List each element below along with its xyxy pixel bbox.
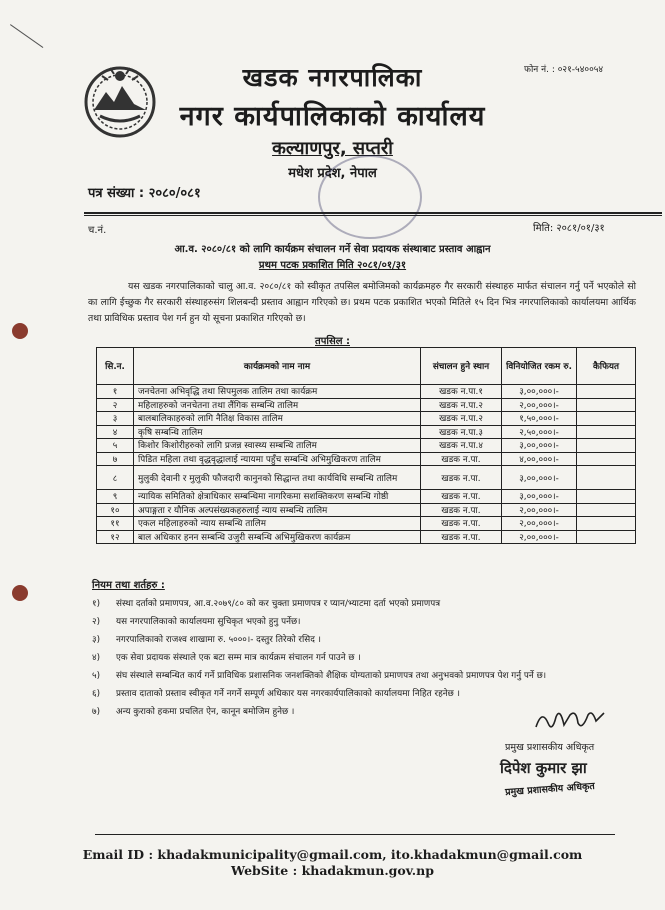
row-sn: ९ [97, 490, 134, 504]
office-name: नगर कार्यपालिकाको कार्यालय [179, 101, 486, 132]
signatory-name: दिपेश कुमार झा [500, 759, 587, 777]
rule-item [92, 705, 294, 717]
rule-text: नगरपालिकाको राजश्व शाखामा रु. ५०००।- दस्तुर तिरेको रसिद । [116, 635, 322, 645]
row-place: खडक न.पा.३ [421, 425, 502, 439]
rule-text: यस नगरपालिकाको कार्यालयमा सुचिकृत भएको हुनु पर्नेछ। [116, 617, 301, 627]
rule-number: ६) [92, 689, 101, 699]
row-sn: ११ [97, 517, 134, 531]
row-remarks [577, 412, 636, 426]
row-place: खडक न.पा.२ [421, 412, 502, 426]
footer-email: Email ID : khadakmunicipality@gmail.com, ito.khadakmun@gmail.com [82, 847, 583, 862]
row-sn: १० [97, 503, 134, 517]
row-program: मुलुकी देवानी र मुलुकी फौजदारी कानुनको सिद्धान्त तथा कार्यविधि सम्बन्धि तालिम [134, 466, 421, 490]
row-amount: ४,००,०००।- [502, 452, 577, 466]
row-program: किशोर किशोरीहरुको लागि प्रजन्न स्वास्थ्य सम्बन्धि तालिम [134, 439, 421, 453]
table-row [97, 530, 636, 544]
row-remarks [577, 452, 636, 466]
row-remarks [577, 439, 636, 453]
table-row [97, 398, 636, 412]
rule-item [92, 615, 300, 627]
rule-text: एक सेवा प्रदायक संस्थाले एक बटा सम्म मात्र कार्यक्रम संचालन गर्न पाउने छ । [116, 653, 361, 663]
rule-text: संघ संस्थाले सम्बन्धित कार्य गर्ने प्राविधिक प्रशासनिक जनशक्तिको शैक्षिक योग्यताको प्रमाणपत्र तथा अनुभवको प्रमाणपत्र पेश गर्नु पर्ने छ। [116, 671, 547, 681]
column-header-program: कार्यक्रमको नाम नाम [134, 348, 421, 385]
rule-item [92, 633, 321, 645]
signatory-designation: प्रमुख प्रशासकीय अधिकृत [504, 780, 596, 799]
rule-text: संस्था दर्ताको प्रमाणपत्र, आ.व.२०७९/८० को कर चुक्ता प्रमाणपत्र र प्यान/भ्याटमा दर्ता भएको प्रमाणपत्र [116, 599, 441, 609]
row-place: खडक न.पा. [421, 530, 502, 544]
row-remarks [577, 503, 636, 517]
page-fold-mark [10, 5, 57, 48]
table-row [97, 466, 636, 490]
dispatch-number-label: च.नं. [88, 225, 107, 236]
row-remarks [577, 530, 636, 544]
rule-text: अन्य कुराको हकमा प्रचलित ऐन, कानून बमोजिम हुनेछ । [116, 707, 295, 717]
rule-number: ५) [92, 671, 101, 681]
row-program: बालबालिकाहरुको लागि नैतिक्ष विकास तालिम [134, 412, 421, 426]
row-sn: ७ [97, 452, 134, 466]
row-amount: २,५०,०००।- [502, 425, 577, 439]
reference-number: पत्र संख्या : २०८०/०८१ [88, 186, 201, 201]
row-program: जनचेतना अभिवृद्धि तथा सिपमुलक तालिम तथा कार्यक्रम [134, 385, 421, 399]
row-program: न्यायिक समितिको क्षेत्राधिकार सम्बन्धिमा नागरिकमा सशक्तिकरण सम्बन्धि गोष्ठी [134, 490, 421, 504]
row-place: खडक न.पा. [421, 503, 502, 517]
row-place: खडक न.पा.१ [421, 385, 502, 399]
office-stamp-icon [318, 155, 422, 239]
row-sn: ५ [97, 439, 134, 453]
row-place: खडक न.पा. [421, 452, 502, 466]
row-amount: ३,००,०००।- [502, 385, 577, 399]
row-program: पिडित महिला तथा वृद्धवृद्धालाई न्यायमा पहुँच सम्बन्धि अभिमुखिकरण तालिम [134, 452, 421, 466]
programs-table [96, 347, 636, 544]
first-publish-date: प्रथम पटक प्रकाशित मिति २०८१/०१/३१ [258, 260, 407, 271]
intro-paragraph: यस खडक नगरपालिकाको चालु आ.व. २०८०/८१ को स्वीकृत तपसिल बमोजिमको कार्यक्रमहरु गैर सरकारी संस्थाहरु मार्फत संचालन गर्नु पर्ने भएकोले सो का लागि ईच्छुक गैर सरकारी संस्थाहरुसंग शिलबन्दी प्रस्ताव आह्वान गरिएको छ। प्रथम पटक प्रकाशित भएको मितिले १५ दिन भित्र नगरपालिकाको कार्यालयमा आर्थिक तथा प्राविधिक प्रस्ताव पेश गर्न हुन यो सूचना प्रकाशित गरिएको छ। [88, 281, 636, 324]
row-amount: २,००,०००।- [502, 503, 577, 517]
rule-item [92, 669, 546, 681]
table-row [97, 439, 636, 453]
rule-text: प्रस्ताव दाताको प्रस्ताव स्वीकृत गर्ने नगर्ने सम्पूर्ण अधिकार यस नगरकार्यपालिकाको कार्यालयमा निहित रहनेछ । [116, 689, 460, 699]
row-sn: ४ [97, 425, 134, 439]
row-sn: ३ [97, 412, 134, 426]
row-remarks [577, 425, 636, 439]
row-amount: १,५०,०००।- [502, 412, 577, 426]
row-sn: २ [97, 398, 134, 412]
row-program: कृषि सम्बन्धि तालिम [134, 425, 421, 439]
province-name: मधेश प्रदेश, नेपाल [288, 166, 377, 181]
municipality-name: खडक नगरपालिका [242, 63, 423, 92]
footer-divider [95, 834, 615, 835]
row-amount: २,००,०००।- [502, 517, 577, 531]
details-heading: तपसिल : [315, 336, 350, 347]
row-amount: ३,००,०००।- [502, 490, 577, 504]
row-amount: ३,००,०००।- [502, 466, 577, 490]
rule-item [92, 651, 361, 663]
rule-number: २) [92, 617, 101, 627]
row-place: खडक न.पा. [421, 517, 502, 531]
table-header-row [97, 348, 636, 385]
rule-item [92, 597, 440, 609]
row-remarks [577, 398, 636, 412]
table-row [97, 503, 636, 517]
rule-item [92, 687, 460, 699]
row-sn: १२ [97, 530, 134, 544]
rules-heading: नियम तथा शर्तहरु : [92, 580, 165, 591]
table-row [97, 412, 636, 426]
row-remarks [577, 466, 636, 490]
row-amount: ३,००,०००।- [502, 439, 577, 453]
header-divider [84, 212, 662, 214]
table-row [97, 425, 636, 439]
row-program: बाल अधिकार हनन सम्बन्धि उजुरी सम्बन्धि अभिमुखिकरण कार्यक्रम [134, 530, 421, 544]
column-header-place: संचालन हुने स्थान [421, 348, 502, 385]
row-amount: २,००,०००।- [502, 398, 577, 412]
rule-number: १) [92, 599, 101, 609]
row-sn: १ [97, 385, 134, 399]
letter-subject: आ.व. २०८०/८१ को लागि कार्यक्रम संचालन गर्ने सेवा प्रदायक संस्थाबाट प्रस्ताव आह्वान [174, 244, 491, 255]
rule-number: ७) [92, 707, 101, 717]
row-remarks [577, 490, 636, 504]
row-place: खडक न.पा.२ [421, 398, 502, 412]
row-place: खडक न.पा.४ [421, 439, 502, 453]
phone-number: फोन नं. : ०२१-५४००५४ [524, 65, 604, 75]
column-header-remarks: कैफियत [577, 348, 636, 385]
row-remarks [577, 385, 636, 399]
row-place: खडक न.पा. [421, 466, 502, 490]
signatory-title: प्रमुख प्रशासकीय अधिकृत [505, 742, 595, 753]
row-sn: ८ [97, 466, 134, 490]
row-amount: २,००,०००।- [502, 530, 577, 544]
row-place: खडक न.पा. [421, 490, 502, 504]
table-row [97, 490, 636, 504]
office-location: कल्याणपुर, सप्तरी [272, 138, 393, 159]
table-row [97, 385, 636, 399]
rule-number: ३) [92, 635, 101, 645]
header-divider [84, 215, 662, 216]
rule-number: ४) [92, 653, 101, 663]
row-program: महिलाहरुको जनचेतना तथा लैंगिक सम्बन्धि तालिम [134, 398, 421, 412]
footer-website: WebSite : khadakmun.gov.np [231, 863, 434, 878]
table-row [97, 517, 636, 531]
punch-hole-mark [12, 585, 28, 601]
handwritten-signature-icon [530, 705, 630, 735]
column-header-amount: विनियोजित रकम रु. [502, 348, 577, 385]
row-program: अपाङ्गता र यौनिक अल्पसंख्यकहरुलाई न्याय सम्बन्धि तालिम [134, 503, 421, 517]
table-row [97, 452, 636, 466]
row-program: एकल महिलाहरुको न्याय सम्बन्धि तालिम [134, 517, 421, 531]
row-remarks [577, 517, 636, 531]
column-header-sn: सि.न. [97, 348, 134, 385]
letter-date: मिति: २०८१/०१/३१ [533, 223, 605, 234]
